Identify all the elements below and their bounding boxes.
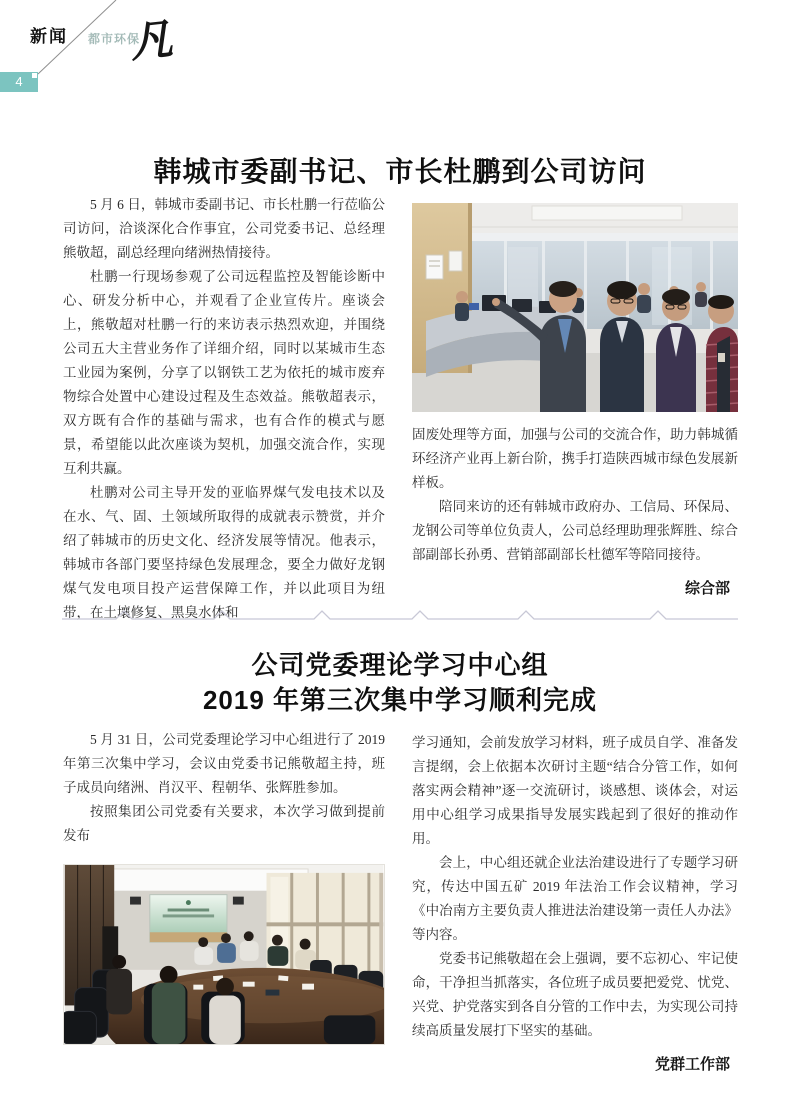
section-label: 新闻 [30, 27, 68, 46]
body-paragraph: 学习通知，会前发放学习材料，班子成员自学、准备发言提纲，会上依据本次研讨主题“结合分管工作，如何落实两会精神”逐一交流研讨，谈感想、谈体会，对运用中心组学习成果指导发展实践起到了很好的推动作用。 [412, 735, 738, 846]
article2-byline: 党群工作部 [654, 1056, 730, 1073]
article1-column-left [63, 193, 385, 625]
masthead-calligraphy-icon: 凡 [128, 16, 175, 68]
article2-column-right [412, 731, 738, 1077]
body-paragraph: 陪同来访的还有韩城市政府办、工信局、环保局、龙钢公司等单位负责人，公司总经理助理张辉胜、综合部副部长孙勇、营销部副部长杜德军等陪同接待。 [412, 499, 738, 562]
article1-byline: 综合部 [684, 580, 730, 597]
body-paragraph: 会上，中心组还就企业法治建设进行了专题学习研究，传达中国五矿 2019 年法治工作会议精神，学习《中冶南方主要负责人推进法治建设第一责任人办法》等内容。 [412, 855, 738, 942]
body-paragraph: 杜鹏一行现场参观了公司远程监控及智能诊断中心、研发分析中心，并观看了企业宣传片。座谈会上，熊敬超对杜鹏一行的来访表示热烈欢迎，并围绕公司五大主营业务作了详细介绍，同时以某城市生态工业园为案例，分享了以钢铁工艺为依托的城市废弃物综合处置中心建设过程及生态效益。熊敬超表示，双方既有合作的基础与需求，也有合作的模式与愿景，希望能以此次座谈为契机，加强交流合作，实现互利共赢。 [63, 269, 385, 476]
page-number-notch [32, 73, 37, 78]
body-paragraph: 按照集团公司党委有关要求，本次学习做到提前发布 [63, 804, 385, 843]
body-paragraph: 党委书记熊敬超在会上强调，要不忘初心、牢记使命，干净担当抓落实，各位班子成员要把爱党、忧党、兴党、护党落实到各自分管的工作中去，为实现公司持续高质量发展打下坚实的基础。 [412, 951, 738, 1038]
body-paragraph: 杜鹏对公司主导开发的亚临界煤气发电技术以及在水、气、固、土领域所取得的成就表示赞赏，并介绍了韩城市的历史文化、经济发展等情况。他表示，韩城市各部门要坚持绿色发展理念，要全力做好龙钢煤气发电项目投产运营保障工作，并以此项目为纽带，在土壤修复、黑臭水体和 [63, 485, 385, 620]
article1-title: 韩城市委副书记、市长杜鹏到公司访问 [153, 156, 647, 187]
article2-title [0, 648, 800, 718]
body-paragraph: 5 月 31 日，公司党委理论学习中心组进行了 2019 年第三次集中学习，会议由党委书记熊敬超主持，班子成员向绪洲、肖汉平、程朝华、张辉胜参加。 [63, 732, 385, 795]
article2-title-line1: 公司党委理论学习中心组 [251, 650, 549, 680]
article2-column-left [63, 728, 385, 1045]
zigzag-divider [62, 608, 738, 622]
page-number: 4 [15, 74, 23, 89]
body-paragraph: 5 月 6 日，韩城市委副书记、市长杜鹏一行莅临公司访问，洽谈深化合作事宜，公司党委书记、总经理熊敬超，副总经理向绪洲热情接待。 [63, 197, 385, 260]
masthead-title: 都市环保 [88, 32, 141, 46]
article2-title-line2: 2019 年第三次集中学习顺利完成 [202, 685, 598, 715]
article1-column-right [412, 203, 738, 601]
meeting-photo [63, 864, 385, 1045]
page-number-badge [0, 72, 38, 92]
body-paragraph: 固废处理等方面，加强与公司的交流合作，助力韩城循环经济产业再上新台阶，携手打造陕西城市绿色发展新样板。 [412, 427, 738, 490]
visit-photo [412, 203, 738, 412]
striped-sweater-man [706, 295, 738, 412]
